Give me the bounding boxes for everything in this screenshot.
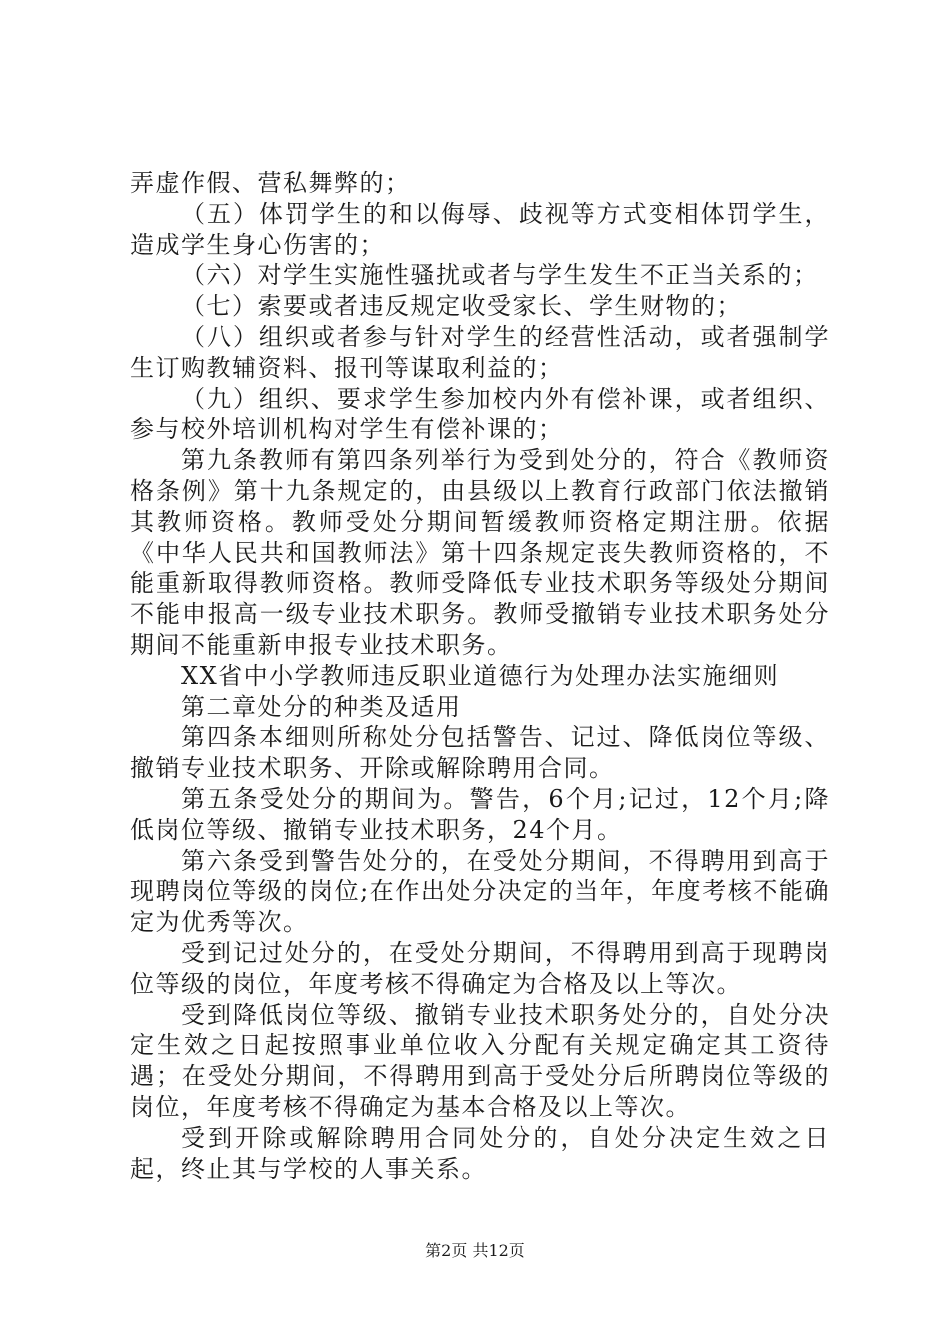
paragraph: 第九条教师有第四条列举行为受到处分的，符合《教师资格条例》第十九条规定的，由县级以上教育行政部门依法撤销其教师资格。教师受处分期间暂缓教师资格定期注册。依据《中华人民共和国教师法》第十四条规定丧失教师资格的，不能重新取得教师资格。教师受降低专业技术职务等级处分期间不能申报高一级专业技术职务。教师受撤销专业技术职务处分期间不能重新申报专业技术职务。 bbox=[130, 446, 830, 659]
paragraph: 受到降低岗位等级、撤销专业技术职务处分的，自处分决定生效之日起按照事业单位收入分配有关规定确定其工资待遇；在受处分期间，不得聘用到高于受处分后所聘岗位等级的岗位，年度考核不得确定为基本合格及以上等次。 bbox=[130, 1000, 830, 1121]
paragraph: 受到记过处分的，在受处分期间，不得聘用到高于现聘岗位等级的岗位，年度考核不得确定为合格及以上等次。 bbox=[130, 938, 830, 998]
paragraph: （八）组织或者参与针对学生的经营性活动，或者强制学生订购教辅资料、报刊等谋取利益的； bbox=[130, 322, 830, 382]
paragraph: 受到开除或解除聘用合同处分的，自处分决定生效之日起，终止其与学校的人事关系。 bbox=[130, 1123, 830, 1183]
section-heading: XX省中小学教师违反职业道德行为处理办法实施细则 bbox=[181, 661, 780, 690]
paragraph: 第五条受处分的期间为。警告，6个月;记过，12个月;降低岗位等级、撤销专业技术职务，24个月。 bbox=[130, 784, 830, 844]
paragraph: 第四条本细则所称处分包括警告、记过、降低岗位等级、撤销专业技术职务、开除或解除聘用合同。 bbox=[130, 723, 830, 783]
page-number-footer: 第2页 共12页 bbox=[425, 1241, 525, 1260]
paragraph: （五）体罚学生的和以侮辱、歧视等方式变相体罚学生，造成学生身心伤害的； bbox=[130, 199, 830, 259]
paragraph: （六）对学生实施性骚扰或者与学生发生不正当关系的； bbox=[181, 261, 819, 290]
document-body bbox=[130, 168, 830, 1184]
paragraph: 第六条受到警告处分的，在受处分期间，不得聘用到高于现聘岗位等级的岗位;在作出处分决定的当年，年度考核不能确定为优秀等次。 bbox=[130, 846, 830, 937]
paragraph: （九）组织、要求学生参加校内外有偿补课，或者组织、参与校外培训机构对学生有偿补课的； bbox=[130, 384, 830, 444]
paragraph: 弄虚作假、营私舞弊的； bbox=[130, 169, 411, 197]
paragraph: （七）索要或者违反规定收受家长、学生财物的； bbox=[181, 292, 742, 321]
chapter-heading: 第二章处分的种类及适用 bbox=[181, 692, 462, 721]
